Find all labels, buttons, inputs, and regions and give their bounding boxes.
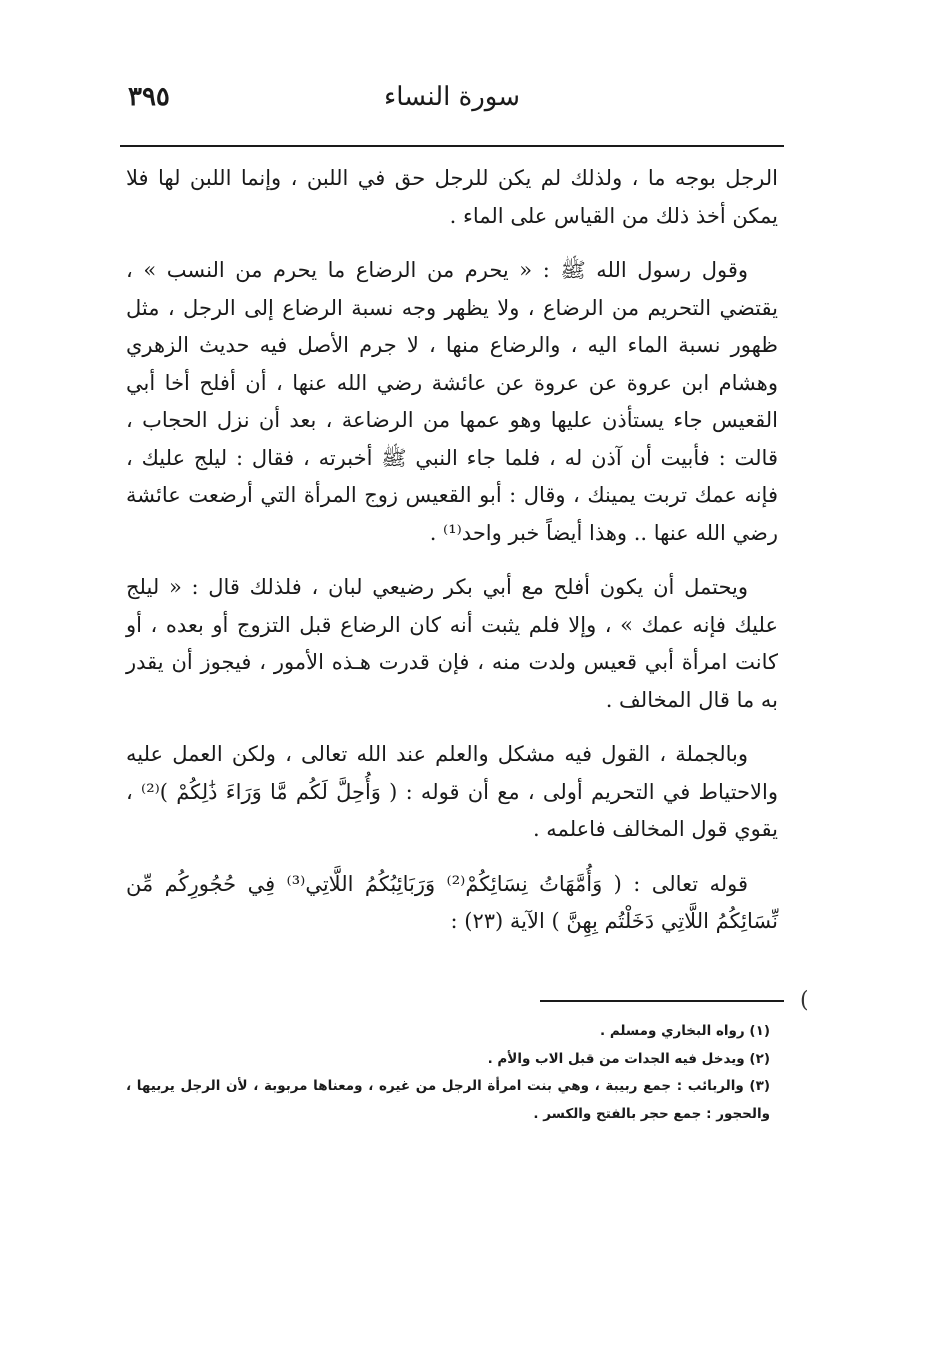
margin-mark: ( bbox=[800, 988, 809, 1013]
footnote-3: (٣) والربائب : جمع ربيبة ، وهي بنت امرأة الرجل من غيره ، ومعناها مربوبة ، لأن الرجل يربيها ، والحجور : جمع حجر بالفتح والكسر . bbox=[126, 1078, 770, 1122]
paragraph-possibility: ويحتمل أن يكون أفلح مع أبي بكر رضيعي لبان ، فلذلك قال : « ليلج عليك فإنه عمك » ، وإلا فلم يثبت أنه كان الرضاع قبل التزوج أو بعده ، أو كانت امرأة أبي قعيس ولدت منه ، فإن قدرت هـذه الأمور ، فيجوز أن يقدر به ما قال المخالف . bbox=[126, 575, 778, 712]
page-number: ٣٩٥ bbox=[128, 82, 170, 112]
paragraph-continuation: الرجل بوجه ما ، ولذلك لم يكن للرجل حق في اللبن ، وإنما اللبن لها فلا يمكن أخذ ذلك من القياس على الماء . bbox=[126, 166, 778, 228]
paragraph-hadith: وقول رسول الله ﷺ : « يحرم من الرضاع ما يحرم من النسب » ، يقتضي التحريم من الرضاع ، ولا يظهر وجه نسبة الرضاع إلى الرجل ، مثل ظهور نسبة الماء اليه ، والرضاع منها ، لا جرم الأصل فيه حديث الزهري وهشام ابن عروة عن عروة عن عائشة رضي الله عنها ، أن أفلح أخا أبي القعيس جاء يستأذن عليها وهو عمها من الرضاعة ، بعد أن نزل الحجاب ، قالت : فأبيت أن آذن له ، فلما جاء النبي ﷺ أخبرته ، فقال : ليلج عليك ، فإنه عمك تربت يمينك ، وقال : أبو القعيس زوج المرأة التي أرضعت عائشة رضي الله عنها .. وهذا أيضاً خبر واحد⁽¹⁾ . bbox=[126, 258, 778, 545]
footnote-2: (٢) ويدخل فيه الجدات من قبل الاب والأم . bbox=[487, 1050, 770, 1067]
running-title: سورة النساء bbox=[384, 82, 520, 112]
paragraph-summary: وبالجملة ، القول فيه مشكل والعلم عند الله تعالى ، ولكن العمل عليه والاحتياط في التحريم أولى ، مع أن قوله : ( وَأُحِلَّ لَكُم مَّا وَرَاءَ ذَٰلِكُمْ )⁽²⁾ ، يقوي قول المخالف فاعلمه . bbox=[126, 742, 778, 841]
page-header bbox=[120, 82, 784, 126]
footnote-1: (١) رواه البخاري ومسلم . bbox=[599, 1023, 770, 1039]
footnotes bbox=[126, 1018, 778, 1128]
footnote-divider bbox=[540, 1000, 784, 1002]
header-divider bbox=[120, 145, 784, 147]
paragraph-ayah-heading: قوله تعالى : ( وَأُمَّهَاتُ نِسَائِكُمْ⁽²⁾ وَرَبَائِبُكُمُ اللَّاتِي⁽³⁾ فِي حُجُورِكُم مِّن نِّسَائِكُمُ اللَّاتِي دَخَلْتُم بِهِنَّ ) الآية (٢٣) : bbox=[126, 871, 778, 933]
main-text bbox=[126, 160, 778, 958]
